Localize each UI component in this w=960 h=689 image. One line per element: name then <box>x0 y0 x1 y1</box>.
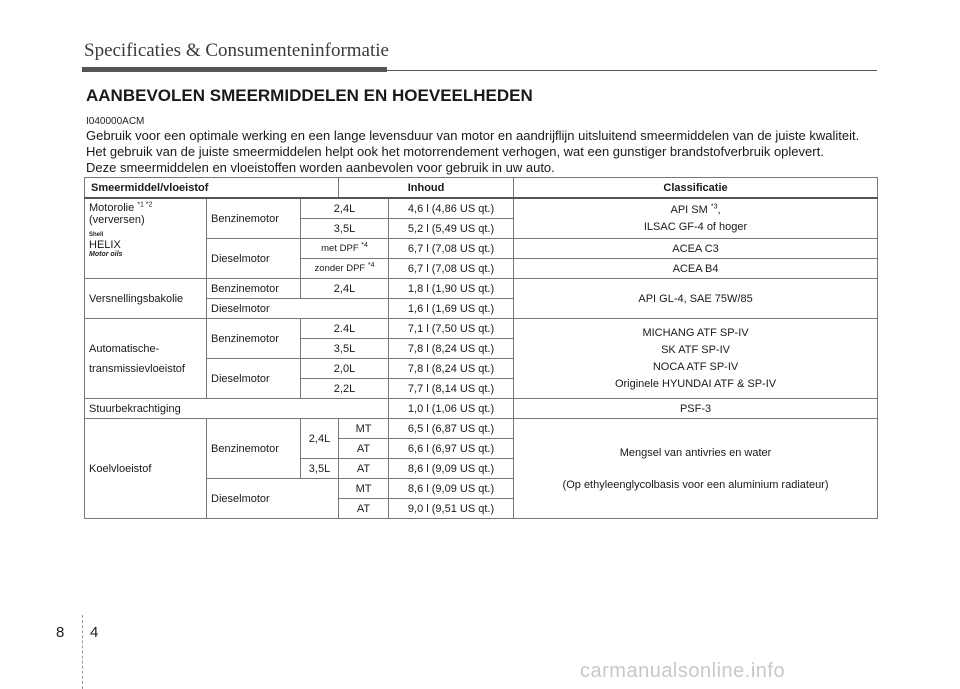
power-steering-cell <box>85 399 389 419</box>
coolant-capacity-5-text: 9,0 l (9,51 US qt.) <box>407 502 495 515</box>
gearbox-diesel-label: Dieselmotor <box>211 302 270 315</box>
coolant-trans-3 <box>339 459 389 479</box>
gearbox-oil-label: Versnellingsbakolie <box>89 292 184 305</box>
gearbox-petrol-capacity <box>389 279 514 299</box>
motor-oil-class-diesel-1 <box>514 239 878 259</box>
motor-oil-capacity-2-text: 5,2 l (5,49 US qt.) <box>407 222 495 235</box>
table-row <box>85 198 878 219</box>
motor-oil-class-petrol-1 <box>518 202 873 219</box>
table-row <box>85 319 878 339</box>
coolant-petrol <box>207 419 301 479</box>
coolant-trans-2-text: AT <box>356 442 371 455</box>
atf-spec-3 <box>301 359 389 379</box>
gearbox-petrol-capacity-text: 1,8 l (1,90 US qt.) <box>407 282 495 295</box>
table-row <box>85 399 878 419</box>
motor-oil-cell <box>85 198 207 279</box>
watermark: carmanualsonline.info <box>580 660 786 682</box>
power-steering-class-text: PSF-3 <box>679 402 712 415</box>
atf-label-2: transmissievloeistof <box>89 362 185 375</box>
coolant-engine-35-text: 3,5L <box>308 462 331 475</box>
coolant-engine-24-text: 2,4L <box>308 432 331 445</box>
header-classification-label: Classificatie <box>663 181 728 194</box>
atf-capacity-4-text: 7,7 l (8,14 US qt.) <box>407 382 495 395</box>
logo-shell-text: Shell <box>89 232 104 238</box>
coolant-trans-4-text: MT <box>355 482 372 495</box>
atf-class-2: SK ATF SP-IV <box>661 343 730 356</box>
coolant-trans-5-text: AT <box>356 502 371 515</box>
gearbox-petrol-label: Benzinemotor <box>211 282 279 295</box>
gearbox-petrol-spec <box>301 279 389 299</box>
motor-oil-sub: (verversen) <box>89 214 145 226</box>
atf-class-1: MICHANG ATF SP-IV <box>642 326 749 339</box>
coolant-capacity-1 <box>389 419 514 439</box>
atf-capacity-1 <box>389 319 514 339</box>
coolant-class-1: Mengsel van antivries en water <box>619 446 772 459</box>
gearbox-class <box>514 279 878 319</box>
motor-oil-capacity-1-text: 4,6 l (4,86 US qt.) <box>407 202 495 215</box>
motor-oil-spec-3-text: met DPF <box>321 243 359 254</box>
atf-spec-4 <box>301 379 389 399</box>
coolant-capacity-4 <box>389 479 514 499</box>
atf-spec-1-text: 2.4L <box>333 322 356 335</box>
coolant-petrol-label: Benzinemotor <box>211 442 279 455</box>
motor-oil-class-diesel-2 <box>514 259 878 279</box>
atf-capacity-3 <box>389 359 514 379</box>
coolant-diesel-label: Dieselmotor <box>211 492 270 505</box>
intro-line-2: Het gebruik van de juiste smeermiddelen helpt ook het motorrendement verhogen, wat een gunstiger brandstofverbruik oplevert. <box>86 144 824 159</box>
atf-cell <box>85 319 207 399</box>
atf-spec-4-text: 2,2L <box>333 382 356 395</box>
atf-petrol <box>207 319 301 359</box>
motor-oil-class-petrol-2: ILSAC GF-4 of hoger <box>643 220 748 233</box>
coolant-capacity-5 <box>389 499 514 519</box>
intro-line-3: Deze smeermiddelen en vloeistoffen worden aanbevolen voor gebruik in uw auto. <box>86 160 555 175</box>
coolant-class-2: (Op ethyleenglycolbasis voor een aluminium radiateur) <box>562 478 829 491</box>
atf-label-1: Automatische- <box>89 342 160 355</box>
gearbox-petrol <box>207 279 301 299</box>
header-capacity <box>339 178 514 199</box>
header-rule-thick <box>82 67 387 72</box>
coolant-class <box>514 419 878 519</box>
motor-oil-footnotes: *1 *2 <box>137 201 153 209</box>
power-steering-label: Stuurbekrachtiging <box>89 402 181 415</box>
atf-spec-2 <box>301 339 389 359</box>
motor-oil-capacity-4-text: 6,7 l (7,08 US qt.) <box>407 262 495 275</box>
motor-oil-spec-4 <box>301 259 389 279</box>
motor-oil-capacity-4 <box>389 259 514 279</box>
section-title: AANBEVOLEN SMEERMIDDELEN EN HOEVEELHEDEN <box>86 86 533 105</box>
atf-class <box>514 319 878 399</box>
atf-class-3: NOCA ATF SP-IV <box>652 360 739 373</box>
motor-oil-class-diesel-2-text: ACEA B4 <box>672 262 719 275</box>
atf-capacity-4 <box>389 379 514 399</box>
gearbox-oil-cell <box>85 279 207 319</box>
coolant-label: Koelvloeistof <box>89 462 152 475</box>
power-steering-capacity-text: 1,0 l (1,06 US qt.) <box>407 402 495 415</box>
coolant-capacity-3-text: 8,6 l (9,09 US qt.) <box>407 462 495 475</box>
lubricants-table <box>84 177 878 519</box>
atf-capacity-2 <box>389 339 514 359</box>
atf-diesel-label: Dieselmotor <box>211 372 270 385</box>
power-steering-capacity <box>389 399 514 419</box>
gearbox-diesel-capacity <box>389 299 514 319</box>
coolant-engine-35 <box>301 459 339 479</box>
motor-oil-spec-3-footnote: *4 <box>361 241 368 249</box>
motor-oil-capacity-1 <box>389 198 514 219</box>
gearbox-class-text: API GL-4, SAE 75W/85 <box>638 292 753 305</box>
atf-diesel <box>207 359 301 399</box>
gearbox-diesel <box>207 299 389 319</box>
power-steering-class <box>514 399 878 419</box>
page-number: 4 <box>90 624 99 641</box>
motor-oil-label-line <box>89 202 202 214</box>
header-classification <box>514 178 878 199</box>
coolant-cell <box>85 419 207 519</box>
motor-oil-class-petrol <box>514 198 878 239</box>
coolant-capacity-4-text: 8,6 l (9,09 US qt.) <box>407 482 495 495</box>
motor-oil-spec-4-text: zonder DPF <box>314 263 366 274</box>
atf-capacity-3-text: 7,8 l (8,24 US qt.) <box>407 362 495 375</box>
motor-oil-capacity-2 <box>389 219 514 239</box>
coolant-diesel <box>207 479 339 519</box>
coolant-trans-5 <box>339 499 389 519</box>
page-number-divider <box>82 615 83 689</box>
motor-oil-petrol-label: Benzinemotor <box>211 212 279 225</box>
motor-oil-capacity-3 <box>389 239 514 259</box>
gearbox-diesel-capacity-text: 1,6 l (1,69 US qt.) <box>407 302 495 315</box>
page-header-title: Specificaties & Consumenteninformatie <box>84 40 389 61</box>
class-api-sm-comma: , <box>717 203 721 216</box>
class-api-sm: API SM <box>670 203 708 216</box>
logo-helix-text: HELIX <box>89 239 121 251</box>
motor-oil-spec-1 <box>301 198 389 219</box>
coolant-capacity-3 <box>389 459 514 479</box>
motor-oil-class-diesel-1-text: ACEA C3 <box>672 242 719 255</box>
intro-line-1: Gebruik voor een optimale werking en een lange levensduur van motor en aandrijflijn uitsluitend smeermiddelen van de juiste kwaliteit. <box>86 128 860 143</box>
motor-oil-spec-3 <box>301 239 389 259</box>
header-lubricant <box>85 178 339 199</box>
coolant-trans-3-text: AT <box>356 462 371 475</box>
atf-spec-2-text: 3,5L <box>333 342 356 355</box>
shell-helix-logo <box>89 232 122 259</box>
atf-petrol-label: Benzinemotor <box>211 332 279 345</box>
coolant-trans-4 <box>339 479 389 499</box>
coolant-trans-1 <box>339 419 389 439</box>
coolant-trans-1-text: MT <box>355 422 372 435</box>
coolant-capacity-1-text: 6,5 l (6,87 US qt.) <box>407 422 495 435</box>
coolant-capacity-2 <box>389 439 514 459</box>
table-row <box>85 279 878 299</box>
header-rule-thin <box>387 70 877 71</box>
coolant-trans-2 <box>339 439 389 459</box>
motor-oil-spec-4-footnote: *4 <box>367 261 375 269</box>
table-header-row <box>85 178 878 199</box>
document-code: I040000ACM <box>86 116 145 127</box>
header-lubricant-label: Smeermiddel/vloeistof <box>91 181 209 194</box>
coolant-capacity-2-text: 6,6 l (6,97 US qt.) <box>407 442 495 455</box>
coolant-engine-24 <box>301 419 339 459</box>
atf-class-4: Originele HYUNDAI ATF & SP-IV <box>614 377 777 390</box>
table-row <box>85 419 878 439</box>
motor-oil-spec-2 <box>301 219 389 239</box>
motor-oil-label: Motorolie <box>89 202 135 214</box>
chapter-number: 8 <box>56 624 65 641</box>
logo-motor-oils-text: Motor oils <box>89 251 123 258</box>
atf-capacity-2-text: 7,8 l (8,24 US qt.) <box>407 342 495 355</box>
intro-paragraph <box>86 128 886 176</box>
motor-oil-petrol <box>207 198 301 239</box>
motor-oil-diesel <box>207 239 301 279</box>
gearbox-petrol-spec-text: 2,4L <box>333 282 356 295</box>
atf-spec-1 <box>301 319 389 339</box>
motor-oil-capacity-3-text: 6,7 l (7,08 US qt.) <box>407 242 495 255</box>
motor-oil-spec-1-text: 2,4L <box>333 202 356 215</box>
atf-spec-3-text: 2,0L <box>333 362 356 375</box>
class-api-sm-footnote: *3 <box>710 202 718 210</box>
motor-oil-spec-2-text: 3,5L <box>333 222 356 235</box>
header-capacity-label: Inhoud <box>407 181 445 194</box>
coolant-class-gap <box>518 462 873 476</box>
atf-capacity-1-text: 7,1 l (7,50 US qt.) <box>407 322 495 335</box>
motor-oil-diesel-label: Dieselmotor <box>211 252 270 265</box>
